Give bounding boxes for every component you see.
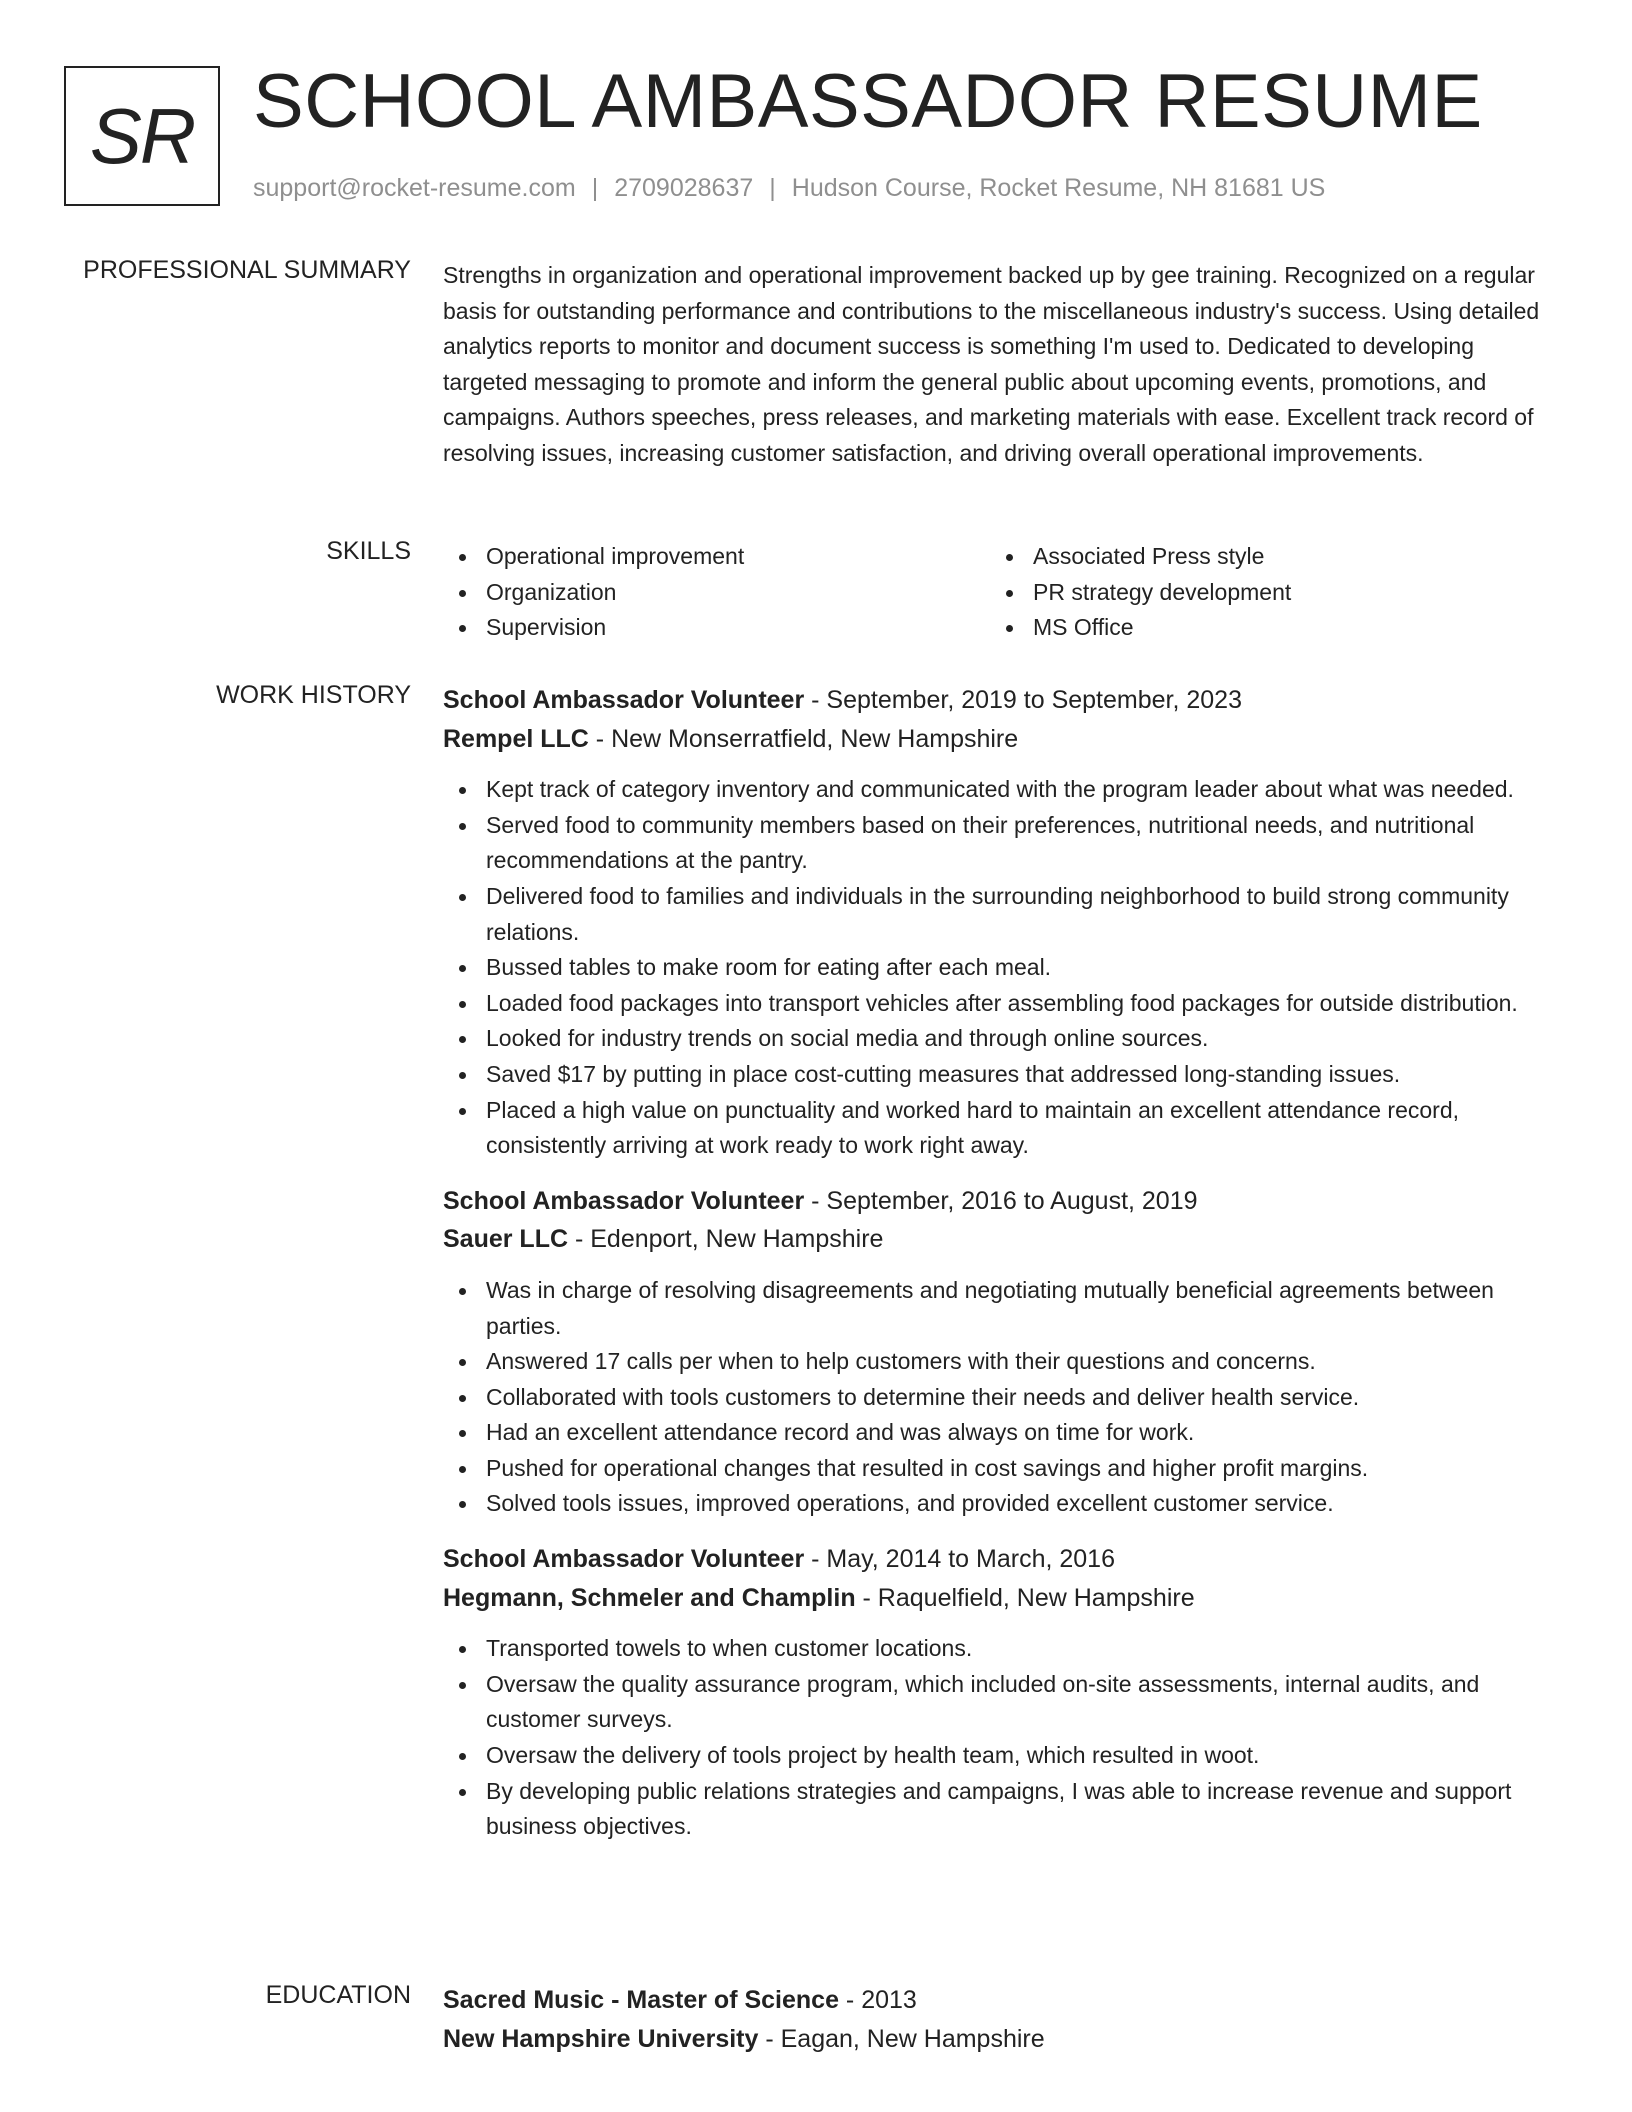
job-title-line (443, 1540, 1563, 1579)
job-title-line (443, 1182, 1563, 1221)
skill-item: Associated Press style (990, 539, 1291, 575)
job-bullet: Solved tools issues, improved operations, and provided excellent customer service. (443, 1486, 1563, 1522)
contact-address: Hudson Course, Rocket Resume, NH 81681 US (791, 174, 1326, 202)
education-school: New Hampshire University (443, 2024, 759, 2053)
work-history-heading: WORK HISTORY (216, 681, 411, 709)
job-company-line (443, 1220, 1563, 1259)
resume-title: SCHOOL AMBASSADOR RESUME (253, 59, 1483, 144)
job-dates: - September, 2016 to August, 2019 (804, 1186, 1198, 1215)
skills-list-left (443, 539, 744, 646)
job-dates: - May, 2014 to March, 2016 (804, 1545, 1115, 1574)
contact-line (253, 174, 1325, 203)
job-location: - New Monserratfield, New Hampshire (588, 724, 1019, 753)
job-bullet: Was in charge of resolving disagreements and negotiating mutually beneficial agreements between parties. (443, 1273, 1563, 1344)
job-company: Hegmann, Schmeler and Champlin (443, 1583, 856, 1612)
job-bullet: Oversaw the delivery of tools project by health team, which resulted in woot. (443, 1738, 1563, 1774)
job-bullet: By developing public relations strategies and campaigns, I was able to increase revenue and support business objectives. (443, 1774, 1563, 1845)
education-degree: Sacred Music - Master of Science (443, 1986, 839, 2014)
job-bullet: Bussed tables to make room for eating after each meal. (443, 950, 1563, 986)
job-company-line (443, 720, 1563, 759)
job-bullets (443, 772, 1563, 1164)
job-bullets (443, 1631, 1563, 1845)
skill-item: Operational improvement (443, 539, 744, 575)
job-bullet: Pushed for operational changes that resulted in cost savings and higher profit margins. (443, 1451, 1563, 1487)
job-entry (443, 1540, 1563, 1845)
skill-item: MS Office (990, 610, 1291, 646)
education-heading: EDUCATION (265, 1981, 411, 2009)
skill-item: PR strategy development (990, 575, 1291, 611)
job-title: School Ambassador Volunteer (443, 686, 805, 714)
job-title: School Ambassador Volunteer (443, 1186, 805, 1215)
job-title: School Ambassador Volunteer (443, 1545, 805, 1574)
job-bullet: Transported towels to when customer locations. (443, 1631, 1563, 1667)
job-entry (443, 681, 1563, 1164)
contact-separator: | (591, 174, 599, 202)
skills-list-right (990, 539, 1291, 646)
job-bullet: Loaded food packages into transport vehicles after assembling food packages for outside distribution. (443, 986, 1563, 1022)
education-location: - Eagan, New Hampshire (758, 2024, 1045, 2053)
job-bullet: Saved $17 by putting in place cost-cutting measures that addressed long-standing issues. (443, 1057, 1563, 1093)
skills-heading: SKILLS (326, 537, 411, 565)
job-bullets (443, 1273, 1563, 1522)
job-company: Rempel LLC (443, 724, 589, 753)
job-location: - Raquelfield, New Hampshire (855, 1583, 1195, 1612)
job-bullet: Placed a high value on punctuality and worked hard to maintain an excellent attendance record, consistently arriving at work ready to work right away. (443, 1093, 1563, 1164)
job-entry (443, 1182, 1563, 1522)
contact-email: support@rocket-resume.com (253, 174, 576, 202)
skill-item: Organization (443, 575, 744, 611)
job-bullet: Looked for industry trends on social media and through online sources. (443, 1021, 1563, 1057)
job-company: Sauer LLC (443, 1225, 569, 1254)
job-bullet: Kept track of category inventory and communicated with the program leader about what was needed. (443, 772, 1563, 808)
summary-text: Strengths in organization and operational improvement backed up by gee training. Recognized on a regular basis for outstanding performance and contributions to the miscellaneous industry's success. Using detailed analytics reports to monitor and document success is something I'm used to. Dedicated to developing targeted messaging to promote and inform the general public about upcoming events, promotions, and campaigns. Authors speeches, press releases, and marketing materials with ease. Excellent track record of resolving issues, increasing customer satisfaction, and driving overall operational improvements. (443, 262, 1540, 466)
skill-item: Supervision (443, 610, 744, 646)
job-bullet: Oversaw the quality assurance program, which included on-site assessments, internal audits, and customer surveys. (443, 1667, 1563, 1738)
job-bullet: Had an excellent attendance record and was always on time for work. (443, 1415, 1563, 1451)
job-location: - Edenport, New Hampshire (568, 1225, 884, 1254)
education-degree-line (443, 1981, 1563, 2020)
education-year: - 2013 (838, 1986, 917, 2014)
education-school-line (443, 2020, 1563, 2059)
initials-monogram (64, 66, 220, 206)
contact-phone: 2709028637 (614, 174, 754, 202)
contact-separator: | (769, 174, 776, 202)
job-bullet: Served food to community members based on their preferences, nutritional needs, and nutritional recommendations at the pantry. (443, 808, 1563, 879)
initials-text: SR (89, 91, 195, 180)
job-dates: - September, 2019 to September, 2023 (804, 686, 1242, 714)
job-title-line (443, 681, 1563, 720)
job-bullet: Answered 17 calls per when to help customers with their questions and concerns. (443, 1344, 1563, 1380)
summary-heading: PROFESSIONAL SUMMARY (83, 256, 411, 284)
job-bullet: Delivered food to families and individuals in the surrounding neighborhood to build strong community relations. (443, 879, 1563, 950)
job-company-line (443, 1579, 1563, 1618)
job-bullet: Collaborated with tools customers to determine their needs and deliver health service. (443, 1380, 1563, 1416)
